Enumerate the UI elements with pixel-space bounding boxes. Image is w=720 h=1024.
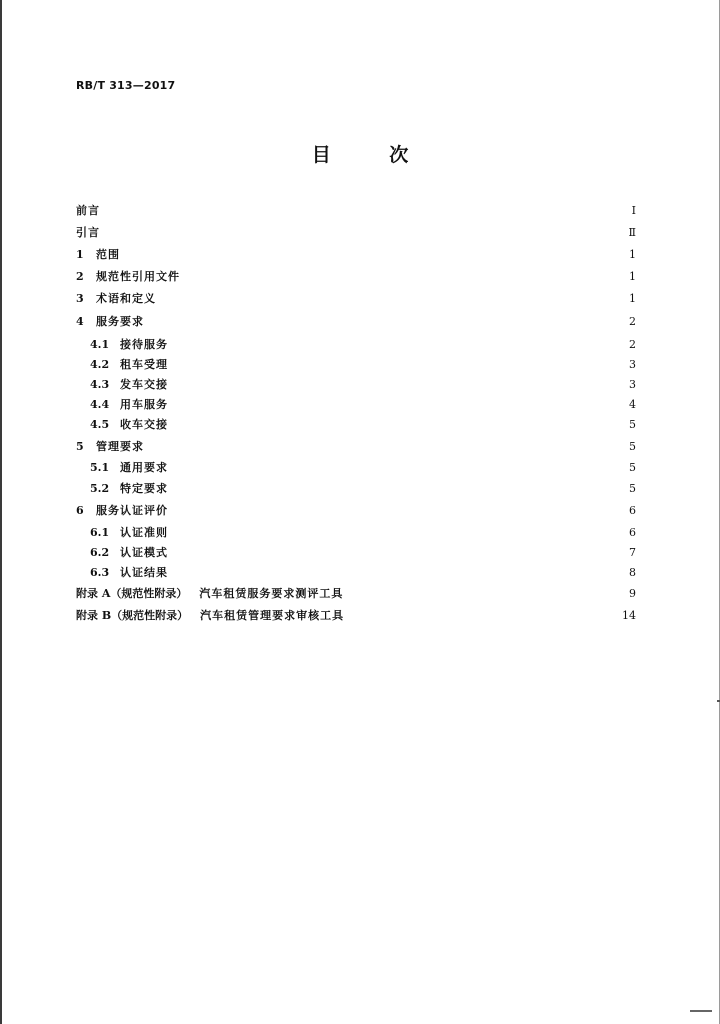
toc-entry-page: 9 (629, 586, 636, 600)
toc-entry-number: 附录 B（规范性附录） (76, 609, 189, 622)
toc-entry-label: 特定要求 (120, 482, 168, 495)
toc-entry-page: 8 (629, 565, 636, 579)
toc-entry[interactable] (90, 480, 636, 496)
toc-leader-dots (173, 502, 621, 518)
toc-entry-number: 6.3 (90, 565, 110, 579)
toc-entry-page: 6 (629, 525, 636, 539)
toc-leader-dots (173, 524, 621, 540)
toc-entry-number: 4.4 (90, 397, 110, 411)
toc-entry-page: 5 (629, 417, 636, 431)
toc-entry-page: Ⅱ (628, 225, 636, 239)
toc-entry-number: 4.3 (90, 377, 110, 391)
page-title: 目 次 (311, 144, 435, 166)
toc-entry-number: 6.1 (90, 525, 110, 539)
toc-entry[interactable] (90, 564, 636, 580)
toc-entry[interactable] (90, 396, 636, 412)
toc-entry[interactable] (76, 224, 636, 240)
toc-entry[interactable] (76, 438, 636, 454)
toc-entry[interactable] (76, 607, 636, 623)
toc-entry[interactable] (90, 376, 636, 392)
toc-entry-number: 6 (76, 503, 84, 517)
toc-entry[interactable] (76, 290, 636, 306)
toc-entry-label: 引言 (76, 226, 100, 239)
toc-entry-label: 通用要求 (120, 461, 168, 474)
toc-entry[interactable] (90, 416, 636, 432)
toc-entry-page: 5 (629, 439, 636, 453)
toc-entry-number: 6.2 (90, 545, 110, 559)
toc-leader-dots (349, 607, 617, 623)
toc-entry-label: 服务认证评价 (96, 504, 168, 517)
toc-entry-number: 5.1 (90, 460, 110, 474)
toc-entry-number: 附录 A（规范性附录） (76, 587, 188, 600)
toc-leader-dots (105, 224, 621, 240)
document-code: RB/T 313—2017 (76, 79, 176, 92)
toc-entry-label: 认证准则 (120, 526, 168, 539)
toc-entry-page: 3 (629, 377, 636, 391)
toc-entry-label: 租车受理 (120, 358, 168, 371)
toc-leader-dots (105, 202, 621, 218)
toc-entry-page: 1 (629, 269, 636, 283)
toc-leader-dots (185, 268, 621, 284)
toc-entry-number: 3 (76, 291, 84, 305)
scan-corner-mark (690, 1010, 712, 1012)
toc-entry-page: 1 (629, 291, 636, 305)
toc-leader-dots (173, 356, 621, 372)
toc-entry-page: 5 (629, 460, 636, 474)
toc-entry[interactable] (76, 313, 636, 329)
toc-entry-page: 5 (629, 481, 636, 495)
toc-entry[interactable] (90, 524, 636, 540)
toc-entry-label: 认证模式 (120, 546, 168, 559)
toc-entry-number: 5.2 (90, 481, 110, 495)
toc-entry[interactable] (76, 246, 636, 262)
toc-leader-dots (173, 564, 621, 580)
toc-entry-page: 2 (629, 337, 636, 351)
toc-leader-dots (161, 290, 621, 306)
toc-leader-dots (149, 313, 621, 329)
toc-entry[interactable] (90, 336, 636, 352)
toc-entry-page: 7 (629, 545, 636, 559)
toc-entry-number: 2 (76, 269, 84, 283)
toc-entry-label: 前言 (76, 204, 100, 217)
toc-entry-label: 汽车租赁管理要求审核工具 (200, 609, 345, 622)
toc-entry-label: 术语和定义 (96, 292, 156, 305)
toc-entry-number: 4.2 (90, 357, 110, 371)
toc-entry-label: 接待服务 (120, 338, 168, 351)
toc-entry[interactable] (76, 502, 636, 518)
toc-entry-label: 收车交接 (120, 418, 168, 431)
toc-entry[interactable] (76, 585, 636, 601)
toc-entry-label: 规范性引用文件 (96, 270, 180, 283)
toc-leader-dots (173, 336, 621, 352)
toc-entry-page: 3 (629, 357, 636, 371)
toc-leader-dots (173, 416, 621, 432)
toc-entry-label: 用车服务 (120, 398, 168, 411)
toc-entry-label: 管理要求 (96, 440, 144, 453)
toc-leader-dots (173, 376, 621, 392)
toc-entry[interactable] (76, 268, 636, 284)
toc-entry-page: 4 (629, 397, 636, 411)
toc-entry-page: Ⅰ (631, 203, 636, 217)
toc-entry-page: 6 (629, 503, 636, 517)
toc-entry-label: 汽车租赁服务要求测评工具 (199, 587, 344, 600)
toc-entry-label: 服务要求 (96, 315, 144, 328)
toc-leader-dots (125, 246, 621, 262)
toc-entry[interactable] (90, 459, 636, 475)
toc-entry-label: 范围 (96, 248, 120, 261)
toc-entry[interactable] (90, 356, 636, 372)
toc-entry-label: 认证结果 (120, 566, 168, 579)
toc-entry-label: 发车交接 (120, 378, 168, 391)
toc-entry-page: 1 (629, 247, 636, 261)
toc-entry-number: 1 (76, 247, 84, 261)
toc-entry-number: 4.1 (90, 337, 110, 351)
toc-leader-dots (173, 396, 621, 412)
toc-entry[interactable] (90, 544, 636, 560)
toc-entry-number: 4 (76, 314, 84, 328)
toc-leader-dots (173, 459, 621, 475)
toc-entry[interactable] (76, 202, 636, 218)
toc-entry-number: 4.5 (90, 417, 110, 431)
toc-entry-page: 2 (629, 314, 636, 328)
toc-leader-dots (173, 480, 621, 496)
toc-leader-dots (149, 438, 621, 454)
toc-leader-dots (348, 585, 621, 601)
toc-entry-number: 5 (76, 439, 84, 453)
toc-entry-page: 14 (622, 608, 636, 622)
toc-leader-dots (173, 544, 621, 560)
